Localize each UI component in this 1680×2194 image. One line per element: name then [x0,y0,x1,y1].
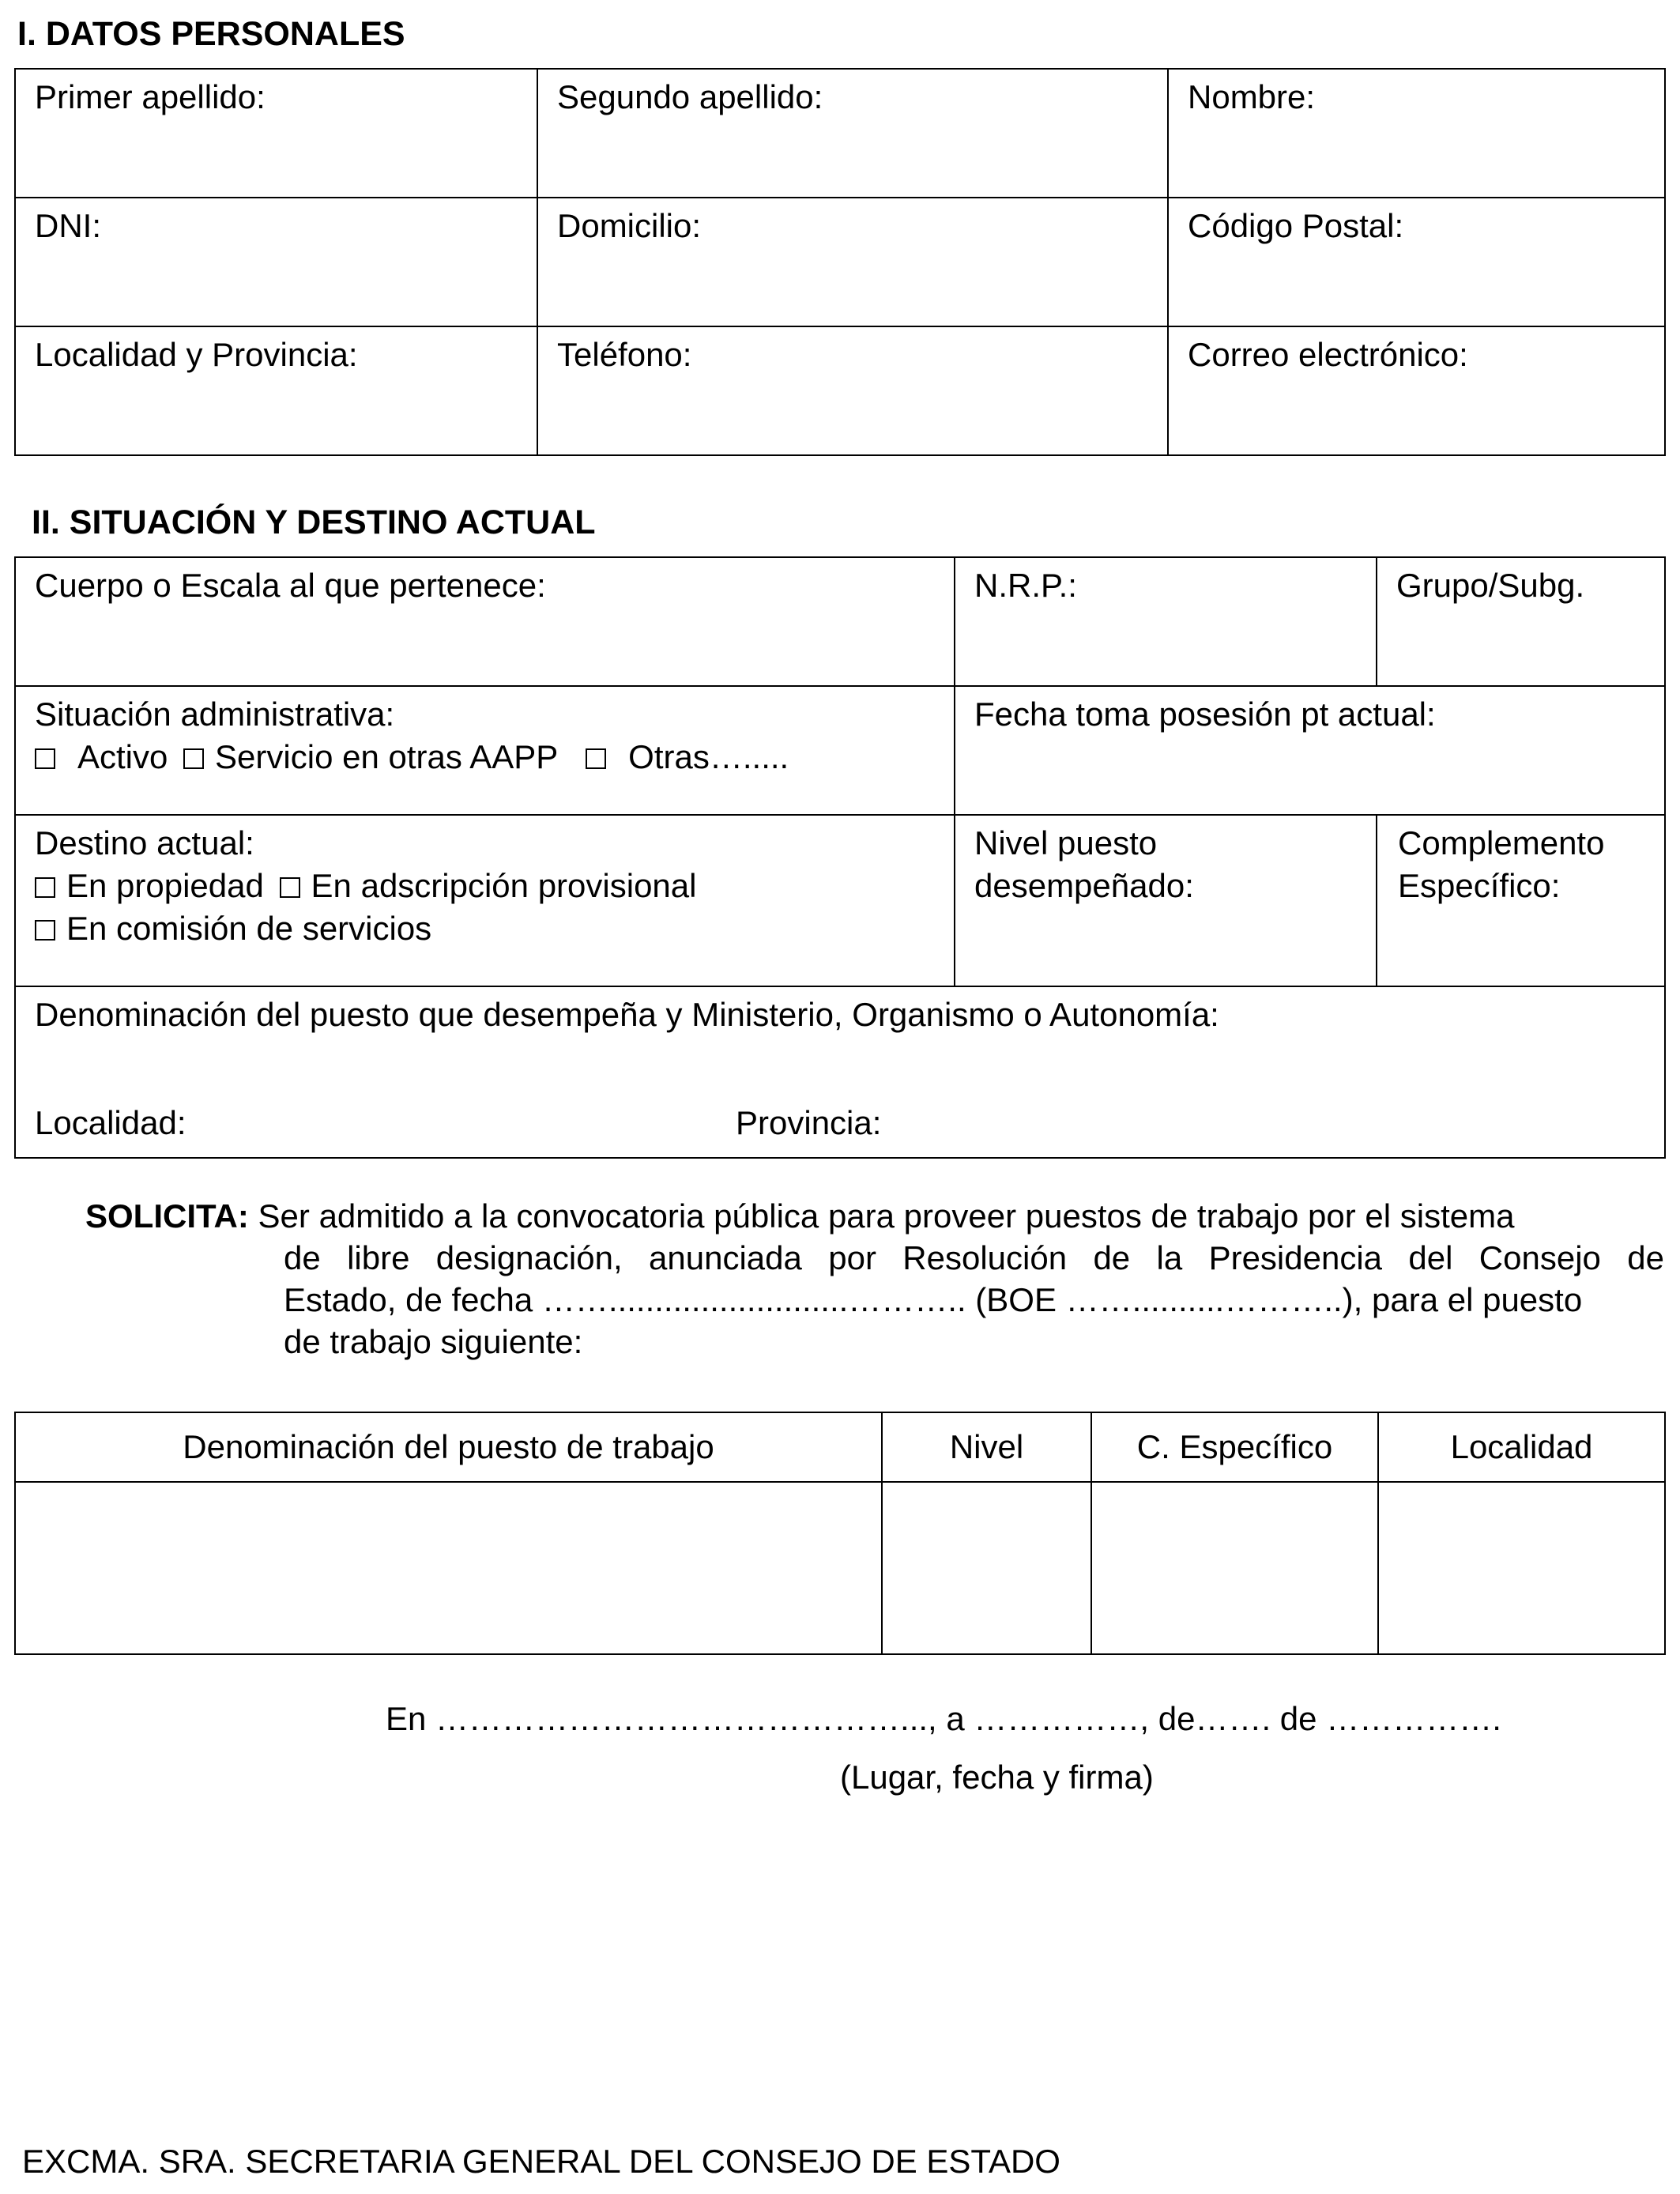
codigo-postal-label: Código Postal: [1188,207,1404,244]
nivel-label-line2: desempeñado: [974,866,1194,904]
nrp-label: N.R.P.: [974,567,1077,604]
puesto-nivel-cell[interactable] [882,1482,1091,1654]
complemento-field[interactable] [1377,815,1665,986]
personal-data-table [14,68,1666,456]
localidad-provincia-field[interactable] [15,326,537,455]
puesto-especifico-cell[interactable] [1091,1482,1378,1654]
nrp-field[interactable] [955,557,1377,686]
denominacion-label: Denominación del puesto que desempeña y Ministerio, Organismo o Autonomía: [35,996,1219,1033]
grupo-label: Grupo/Subg. [1396,567,1585,604]
puesto-header-nivel: Nivel [882,1412,1091,1482]
puesto-table [14,1412,1666,1655]
nombre-field[interactable] [1168,69,1665,198]
cuerpo-label: Cuerpo o Escala al que pertenece: [35,567,546,604]
codigo-postal-field[interactable] [1168,198,1665,326]
solicita-line-4: de trabajo siguiente: [284,1323,583,1360]
domicilio-field[interactable] [537,198,1168,326]
primer-apellido-label: Primer apellido: [35,78,266,115]
puesto-localidad-cell[interactable] [1378,1482,1665,1654]
activo-option-label: Activo [77,737,168,775]
signature-line[interactable]: En ……………………………………..., a ……………, de……. de ……………. [386,1700,1501,1737]
situation-table [14,556,1666,1159]
provincia-label: Provincia: [736,1104,882,1141]
otras-option-label: Otras…..... [628,737,789,775]
denominacion-field[interactable] [15,986,1665,1158]
complemento-label-line1: Complemento [1398,824,1605,861]
localidad-provincia-label: Localidad y Provincia: [35,336,358,373]
telefono-label: Teléfono: [557,336,692,373]
solicita-paragraph [85,1195,1664,1363]
destino-label: Destino actual: [35,824,254,861]
solicita-line-1: Ser admitido a la convocatoria pública para proveer puestos de trabajo por el sistema [258,1197,1515,1235]
solicita-line-3: Estado, de fecha ……..........................……….. (BOE ……..........………..), para el puesto [284,1281,1583,1318]
addressee-footer: EXCMA. SRA. SECRETARIA GENERAL DEL CONSEJO DE ESTADO [22,2143,1060,2180]
segundo-apellido-field[interactable] [537,69,1168,198]
fecha-posesion-field[interactable] [955,686,1665,815]
comision-checkbox[interactable] [35,920,55,941]
situacion-field [15,686,955,815]
fecha-posesion-label: Fecha toma posesión pt actual: [974,696,1436,733]
otras-aapp-checkbox[interactable] [183,748,204,769]
puesto-header-denominacion: Denominación del puesto de trabajo [15,1412,882,1482]
puesto-header-especifico: C. Específico [1091,1412,1378,1482]
destino-field [15,815,955,986]
adscripcion-option-label: En adscripción provisional [311,866,697,904]
nombre-label: Nombre: [1188,78,1316,115]
puesto-header-localidad: Localidad [1378,1412,1665,1482]
dni-field[interactable] [15,198,537,326]
grupo-field[interactable] [1377,557,1665,686]
dni-label: DNI: [35,207,101,244]
complemento-label-line2: Específico: [1398,866,1561,904]
situacion-label: Situación administrativa: [35,696,395,733]
en-propiedad-option-label: En propiedad [66,866,264,904]
comision-option-label: En comisión de servicios [66,909,432,947]
section-2-heading: II. SITUACIÓN Y DESTINO ACTUAL [32,503,596,541]
en-propiedad-checkbox[interactable] [35,877,55,898]
domicilio-label: Domicilio: [557,207,702,244]
telefono-field[interactable] [537,326,1168,455]
nivel-label-line1: Nivel puesto [974,824,1158,861]
section-1-heading: I. DATOS PERSONALES [17,15,405,53]
signature-caption: (Lugar, fecha y firma) [840,1759,1154,1796]
cuerpo-field[interactable] [15,557,955,686]
activo-checkbox[interactable] [35,748,55,769]
otras-checkbox[interactable] [586,748,606,769]
adscripcion-checkbox[interactable] [280,877,300,898]
solicita-label: SOLICITA: [85,1197,249,1235]
correo-label: Correo electrónico: [1188,336,1468,373]
correo-field[interactable] [1168,326,1665,455]
otras-aapp-option-label: Servicio en otras AAPP [215,737,558,775]
localidad-label: Localidad: [35,1104,186,1141]
primer-apellido-field[interactable] [15,69,537,198]
puesto-denominacion-cell[interactable] [15,1482,882,1654]
nivel-field[interactable] [955,815,1377,986]
solicita-line-2: de libre designación, anunciada por Resolución de la Presidencia del Consejo de [284,1239,1664,1276]
segundo-apellido-label: Segundo apellido: [557,78,823,115]
